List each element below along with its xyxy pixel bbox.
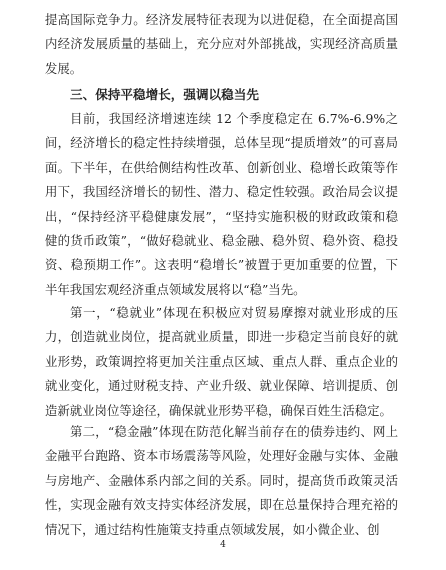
paragraph-growth-stability: 目前，我国经济增速连续 12 个季度稳定在 6.7%-6.9%之间，经济增长的稳定性持续增强，总体呈现“提质增效”的可喜局面。下半年，在供给侧结构性改革、创新创业、稳增长政策等作用下，我国经济增长的韧性、潜力、稳定性较强。政治局会议提出，“保持经济平稳健康发展”，“坚持实施积极的财政政策和稳健的货币政策”，“做好稳就业、稳金融、稳外贸、稳外资、稳投资、稳预期工作”。这表明“稳增长”被置于更加重要的位置，下半年我国宏观经济重点领域发展将以“稳”当先。 [45, 111, 398, 297]
paragraph-stable-employment: 第一，“稳就业”体现在积极应对贸易摩擦对就业形成的压力，创造就业岗位，提高就业质量，即进一步稳定当前良好的就业形势，政策调控将更加关注重点区域、重点人群、重点企业的就业变化，通过财税支持、产业升级、就业保障、培训提质、创造新就业岗位等途径，确保就业形势平稳，确保百姓生活稳定。 [45, 305, 398, 418]
section-heading: 三、保持平稳增长，强调以稳当先 [70, 87, 259, 102]
paragraph-stable-finance: 第二，“稳金融”体现在防范化解当前存在的债券违约、网上金融平台跑路、资本市场震荡等风险，处理好金融与实体、金融与房地产、金融体系内部之间的关系。同时，提高货币政策灵活性，实现金融有效支持实体经济发展，即在总量保持合理充裕的情况下，通过结构性施策支持重点领域发展，如小微企业、创 [45, 424, 398, 537]
intro-paragraph: 提高国际竞争力。经济发展特征表现为以进促稳，在全面提高国内经济发展质量的基础上，充分应对外部挑战，实现经济高质量发展。 [45, 12, 398, 76]
page-number: 4 [220, 540, 226, 550]
